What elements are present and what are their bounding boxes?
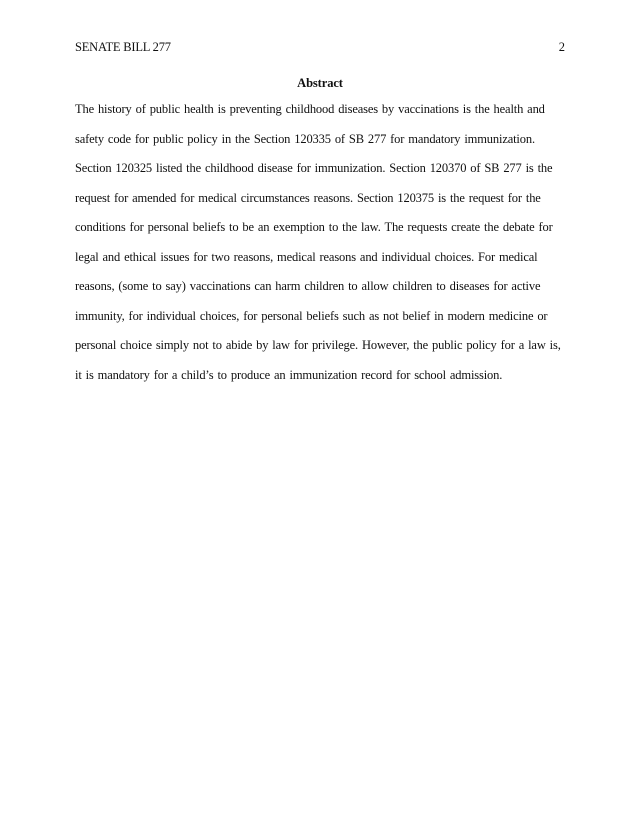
abstract-line: Section 120325 listed the childhood disease for immunization. Section 120370 of SB 277 is the [75,161,553,175]
abstract-line: The history of public health is preventing childhood diseases by vaccinations is the health and [75,102,545,116]
abstract-line: it is mandatory for a child’s to produce an immunization record for school admission. [75,367,503,382]
abstract-line: conditions for personal beliefs to be an exemption to the law. The requests create the debate for [75,220,553,234]
running-head [75,37,565,57]
abstract-line: safety code for public policy in the Section 120335 of SB 277 for mandatory immunization. [75,131,535,146]
page-number: 2 [558,40,565,54]
abstract-line: immunity, for individual choices, for personal beliefs such as not belief in modern medicine or [75,308,548,323]
abstract-line: request for amended for medical circumstances reasons. Section 120375 is the request for the [75,190,541,205]
running-head-title: SENATE BILL 277 [75,40,171,54]
abstract-heading: Abstract [297,76,343,90]
abstract-body [75,100,570,395]
abstract-line: personal choice simply not to abide by law for privilege. However, the public policy for a law is, [75,338,561,352]
abstract-line: reasons, (some to say) vaccinations can harm children to allow children to diseases for active [75,279,541,293]
abstract-line: legal and ethical issues for two reasons, medical reasons and individual choices. For medical [75,249,538,264]
